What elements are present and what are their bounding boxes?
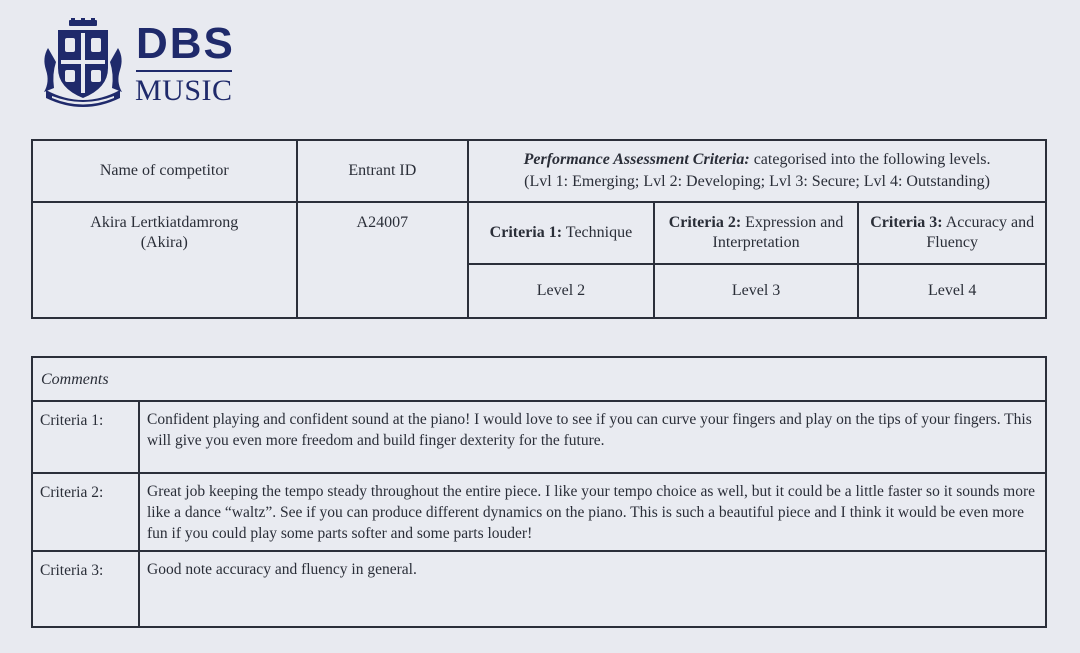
criteria-3-label: Criteria 3: xyxy=(870,214,943,231)
comment-2-text: Great job keeping the tempo steady throughout the entire piece. I like your tempo choice as well, but it could be a little faster so it sounds more like a dance “waltz”. See if you can produce different dynamics on the piano. This is such a beautiful piece and I think it would be even more fun if you could play some parts softer and some parts louder! xyxy=(139,473,1046,551)
criteria-3-name: Accuracy and Fluency xyxy=(926,214,1035,251)
comments-table xyxy=(31,356,1047,628)
comment-3-text: Good note accuracy and fluency in general. xyxy=(139,551,1046,627)
levels-legend: (Lvl 1: Emerging; Lvl 2: Developing; Lvl 3: Secure; Lvl 4: Outstanding) xyxy=(524,173,990,190)
criteria-2-heading xyxy=(654,202,859,264)
criteria-header xyxy=(468,140,1046,202)
criteria-1-level: Level 2 xyxy=(468,264,654,318)
assessment-table xyxy=(31,139,1047,319)
criteria-header-intro: categorised into the following levels. xyxy=(749,151,991,168)
criteria-3-heading xyxy=(858,202,1046,264)
competitor-nickname: (Akira) xyxy=(140,234,188,251)
comment-2-label: Criteria 2: xyxy=(32,473,139,551)
criteria-1-label: Criteria 1: xyxy=(489,224,563,241)
criteria-1-name: Technique xyxy=(562,224,633,241)
competitor-name-cell xyxy=(32,202,297,318)
entrant-id-value: A24007 xyxy=(297,202,469,318)
criteria-2-name: Expression and Interpretation xyxy=(712,214,844,251)
criteria-3-level: Level 4 xyxy=(858,264,1046,318)
school-crest-icon xyxy=(40,18,126,108)
criteria-2-level: Level 3 xyxy=(654,264,859,318)
entrant-id-header: Entrant ID xyxy=(297,140,469,202)
criteria-1-heading xyxy=(468,202,654,264)
comment-3-label: Criteria 3: xyxy=(32,551,139,627)
comments-title: Comments xyxy=(32,357,1046,401)
competitor-name: Akira Lertkiatdamrong xyxy=(90,214,239,231)
comment-row xyxy=(32,401,1046,473)
comment-1-label: Criteria 1: xyxy=(32,401,139,473)
brand-name: DBS xyxy=(136,19,235,68)
comment-row xyxy=(32,551,1046,627)
name-header: Name of competitor xyxy=(32,140,297,202)
brand-subtitle: MUSIC xyxy=(135,74,233,107)
dbs-music-logo xyxy=(40,18,250,110)
criteria-2-label: Criteria 2: xyxy=(668,214,742,231)
comment-1-text: Confident playing and confident sound at the piano! I would love to see if you can curve your fingers and play on the tips of your fingers. This will give you even more freedom and build finger dexterity for the future. xyxy=(139,401,1046,473)
comment-row xyxy=(32,473,1046,551)
brand-divider xyxy=(136,70,232,72)
criteria-header-title: Performance Assessment Criteria: xyxy=(523,151,750,168)
